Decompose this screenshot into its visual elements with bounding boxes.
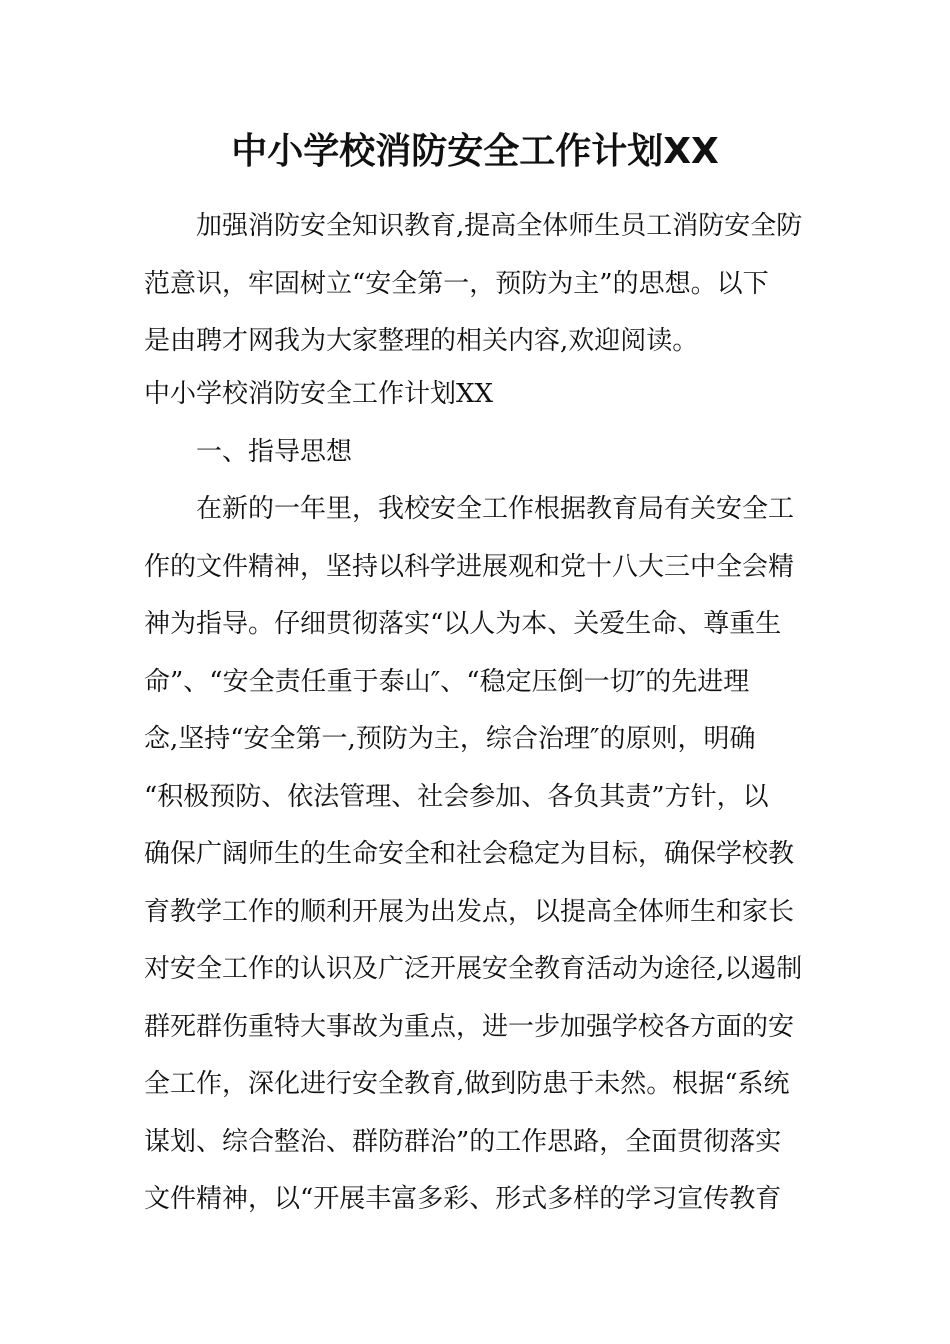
paragraph-line: 对安全工作的认识及广泛开展安全教育活动为途径,以遏制 (144, 954, 803, 984)
document-subtitle (144, 366, 808, 424)
paragraph-line: 在新的一年里，我校安全工作根据教育局有关安全工 (196, 494, 795, 524)
intro-line: 是由聘才网我为大家整理的相关内容,欢迎阅读。 (144, 326, 699, 356)
intro-line: 加强消防安全知识教育,提高全体师生员工消防安全防 (196, 211, 803, 241)
paragraph-line: 作的文件精神，坚持以科学进展观和党十八大三中全会精 (144, 551, 795, 582)
paragraph-line: 神为指导。仔细贯彻落实“以人为本、关爱生命、尊重生 (144, 609, 782, 639)
section-heading-text: 一、指导思想 (196, 437, 353, 467)
paragraph-line: 文件精神，以“开展丰富多彩、形式多样的学习宣传教育 (144, 1184, 782, 1214)
paragraph-line: 谋划、综合整治、群防群治”的工作思路，全面贯彻落实 (144, 1126, 782, 1157)
intro-line: 范意识，牢固树立“安全第一，预防为主”的思想。以下 (144, 268, 769, 299)
paragraph-line: 确保广阔师生的生命安全和社会稳定为目标，确保学校教 (144, 839, 795, 869)
document-title: 中小学校消防安全工作计划XX (231, 131, 719, 172)
paragraph-line: 全工作，深化进行安全教育,做到防患于未然。根据“系统 (144, 1069, 790, 1099)
section-paragraph (144, 481, 808, 1229)
paragraph-line: 育教学工作的顺利开展为出发点，以提高全体师生和家长 (144, 896, 795, 927)
paragraph-line: 念,坚持“安全第一,预防为主，综合治理″的原则，明确 (144, 724, 756, 754)
subtitle-text: 中小学校消防安全工作计划XX (144, 379, 494, 409)
intro-paragraph (144, 198, 808, 371)
paragraph-line: “积极预防、依法管理、社会参加、各负其责”方针，以 (144, 781, 769, 812)
paragraph-line: 命”、“安全责任重于泰山″、“稳定压倒一切″的先进理 (144, 666, 750, 697)
section-heading (144, 424, 808, 482)
paragraph-line: 群死群伤重特大事故为重点，进一步加强学校各方面的安 (144, 1011, 795, 1042)
